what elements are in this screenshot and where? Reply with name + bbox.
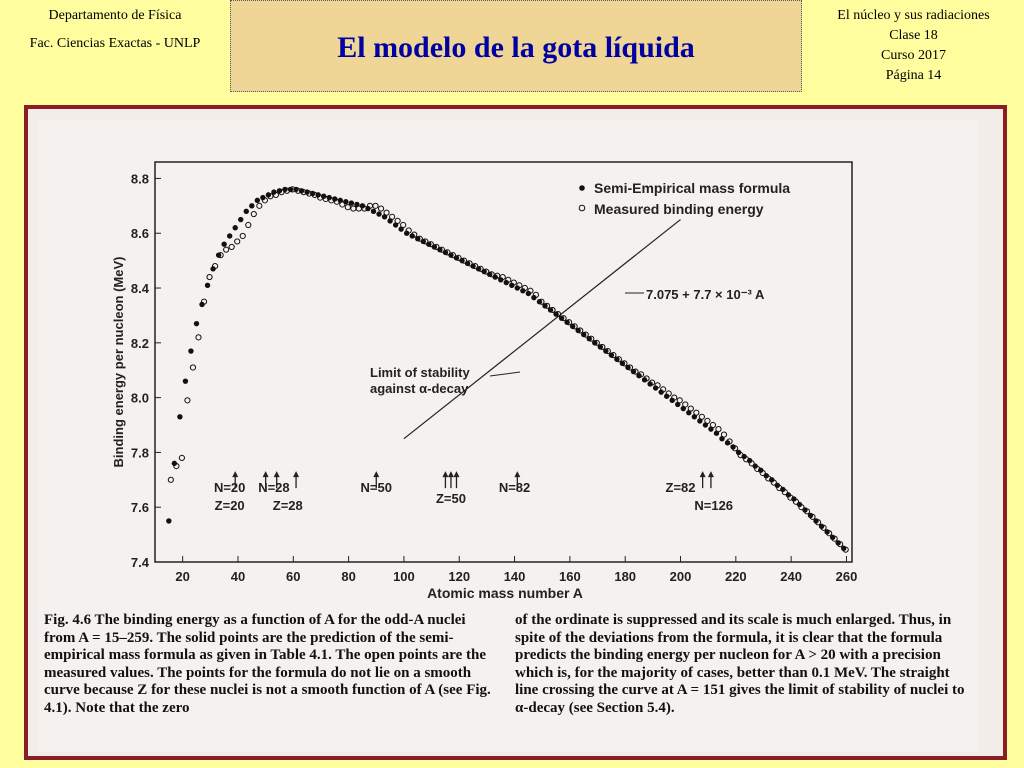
semi-empirical-point <box>432 244 437 249</box>
semi-empirical-point <box>266 192 271 197</box>
semi-empirical-point <box>686 410 691 415</box>
semi-empirical-point <box>249 203 254 208</box>
faculty-label: Fac. Ciencias Exactas - UNLP <box>29 36 201 51</box>
semi-empirical-point <box>664 394 669 399</box>
y-axis-label: Binding energy per nucleon (MeV) <box>111 256 126 468</box>
measured-point <box>351 206 356 211</box>
semi-empirical-point <box>614 357 619 362</box>
x-tick-label: 20 <box>175 569 190 584</box>
semi-empirical-point <box>802 507 807 512</box>
magic-number-label: N=28 <box>258 480 290 496</box>
magic-arrowhead <box>453 471 459 477</box>
y-tick-label: 8.4 <box>130 281 149 297</box>
semi-empirical-point <box>647 381 652 386</box>
semi-empirical-point <box>653 385 658 390</box>
semi-empirical-point <box>172 461 177 466</box>
semi-empirical-point <box>636 373 641 378</box>
semi-empirical-point <box>603 348 608 353</box>
x-tick-label: 160 <box>559 569 581 584</box>
semi-empirical-point <box>830 535 835 540</box>
magic-arrowhead <box>700 471 706 477</box>
magic-number-label: Z=20 <box>214 497 245 513</box>
semi-empirical-point <box>670 398 675 403</box>
semi-empirical-point <box>321 194 326 199</box>
semi-empirical-point <box>481 269 486 274</box>
semi-empirical-point <box>315 192 320 197</box>
y-tick-label: 7.8 <box>130 445 149 461</box>
semi-empirical-point <box>288 187 293 192</box>
semi-empirical-point <box>819 524 824 529</box>
semi-empirical-point <box>824 529 829 534</box>
semi-empirical-point <box>470 263 475 268</box>
semi-empirical-point <box>719 436 724 441</box>
semi-empirical-point <box>360 203 365 208</box>
measured-point <box>240 233 245 238</box>
semi-empirical-point <box>210 266 215 271</box>
semi-empirical-point <box>835 540 840 545</box>
semi-empirical-point <box>183 378 188 383</box>
semi-empirical-point <box>736 450 741 455</box>
semi-empirical-point <box>454 255 459 260</box>
semi-empirical-point <box>199 302 204 307</box>
semi-empirical-point <box>244 209 249 214</box>
semi-empirical-point <box>304 189 309 194</box>
measured-point <box>207 274 212 279</box>
semi-empirical-point <box>233 225 238 230</box>
x-tick-label: 140 <box>503 569 526 584</box>
magic-number-label: N=126 <box>694 497 734 513</box>
measured-point <box>224 247 229 252</box>
semi-empirical-point <box>271 189 276 194</box>
semi-empirical-point <box>504 280 509 285</box>
y-tick-label: 8.2 <box>130 335 149 351</box>
semi-empirical-point <box>498 277 503 282</box>
semi-empirical-point <box>581 332 586 337</box>
magic-arrowhead <box>448 471 454 477</box>
magic-arrowhead <box>373 471 379 477</box>
semi-empirical-point <box>177 414 182 419</box>
measured-point <box>185 398 190 403</box>
semi-empirical-point <box>548 307 553 312</box>
semi-empirical-point <box>282 187 287 192</box>
semi-empirical-point <box>332 196 337 201</box>
magic-arrowhead <box>274 471 280 477</box>
legend-measured-label: Measured binding energy <box>594 201 764 217</box>
semi-empirical-point <box>692 414 697 419</box>
magic-arrowhead <box>293 471 299 477</box>
semi-empirical-point <box>531 295 536 300</box>
semi-empirical-point <box>188 348 193 353</box>
semi-empirical-point <box>559 315 564 320</box>
stability-label-1: Limit of stability <box>370 365 470 380</box>
semi-empirical-point <box>747 458 752 463</box>
semi-empirical-point <box>564 320 569 325</box>
magic-number-label: Z=50 <box>435 491 466 507</box>
measured-point <box>179 455 184 460</box>
semi-empirical-point <box>697 418 702 423</box>
semi-empirical-point <box>520 288 525 293</box>
slide-title: El modelo de la gota líquida <box>337 31 695 64</box>
semi-empirical-point <box>609 352 614 357</box>
semi-empirical-point <box>526 291 531 296</box>
semi-empirical-point <box>620 361 625 366</box>
semi-empirical-point <box>404 231 409 236</box>
measured-point <box>345 205 350 210</box>
x-tick-label: 260 <box>835 569 858 584</box>
class-number: Clase 18 <box>889 28 938 43</box>
semi-empirical-point <box>537 299 542 304</box>
semi-empirical-point <box>625 365 630 370</box>
semi-empirical-point <box>786 492 791 497</box>
semi-empirical-point <box>587 336 592 341</box>
magic-arrowhead <box>442 471 448 477</box>
semi-empirical-point <box>421 239 426 244</box>
magic-arrowhead <box>232 471 238 477</box>
y-tick-label: 8.6 <box>130 226 149 242</box>
course-topic: El núcleo y sus radiaciones <box>837 8 990 23</box>
x-tick-label: 220 <box>724 569 747 584</box>
semi-empirical-point <box>205 283 210 288</box>
plot-area <box>155 162 852 562</box>
magic-number-label: N=82 <box>498 480 531 496</box>
measured-point <box>378 206 383 211</box>
page-number: Página 14 <box>885 68 942 83</box>
y-tick-label: 8.0 <box>130 390 149 406</box>
semi-empirical-point <box>194 321 199 326</box>
semi-empirical-point <box>443 250 448 255</box>
semi-empirical-point <box>769 477 774 482</box>
magic-arrowhead <box>514 471 520 477</box>
semi-empirical-point <box>493 274 498 279</box>
stability-label-2: against α-decay <box>370 381 469 396</box>
stability-label-leader <box>490 372 520 376</box>
semi-empirical-point <box>221 241 226 246</box>
semi-empirical-point <box>780 487 785 492</box>
semi-empirical-point <box>515 285 520 290</box>
semi-empirical-point <box>487 272 492 277</box>
x-tick-label: 60 <box>286 569 301 584</box>
semi-empirical-point <box>338 198 343 203</box>
magic-number-label: Z=82 <box>665 480 696 496</box>
semi-empirical-point <box>371 209 376 214</box>
semi-empirical-point <box>327 195 332 200</box>
measured-point <box>196 335 201 340</box>
semi-empirical-point <box>448 252 453 257</box>
semi-empirical-point <box>592 340 597 345</box>
semi-empirical-point <box>708 426 713 431</box>
semi-empirical-point <box>642 377 647 382</box>
semi-empirical-point <box>791 496 796 501</box>
x-tick-label: 180 <box>614 569 637 584</box>
semi-empirical-point <box>437 247 442 252</box>
semi-empirical-point <box>216 252 221 257</box>
x-tick-label: 80 <box>341 569 356 584</box>
course-year: Curso 2017 <box>881 48 946 63</box>
measured-point <box>251 211 256 216</box>
measured-point <box>257 203 262 208</box>
semi-empirical-point <box>841 546 846 551</box>
x-tick-label: 100 <box>393 569 415 584</box>
magic-arrowhead <box>263 471 269 477</box>
semi-empirical-point <box>260 195 265 200</box>
semi-empirical-point <box>387 218 392 223</box>
semi-empirical-point <box>393 222 398 227</box>
semi-empirical-point <box>349 200 354 205</box>
semi-empirical-point <box>293 187 298 192</box>
semi-empirical-point <box>808 513 813 518</box>
semi-empirical-point <box>714 431 719 436</box>
semi-empirical-point <box>775 483 780 488</box>
semi-empirical-point <box>681 406 686 411</box>
semi-empirical-point <box>542 303 547 308</box>
x-tick-label: 240 <box>780 569 803 584</box>
semi-empirical-point <box>509 283 514 288</box>
legend-semi-label: Semi-Empirical mass formula <box>594 180 791 196</box>
semi-empirical-point <box>227 233 232 238</box>
measured-point <box>373 203 378 208</box>
semi-empirical-point <box>675 402 680 407</box>
semi-empirical-point <box>797 502 802 507</box>
semi-empirical-point <box>570 324 575 329</box>
measured-point <box>246 222 251 227</box>
semi-empirical-point <box>238 217 243 222</box>
y-tick-label: 7.6 <box>130 500 149 516</box>
semi-empirical-point <box>741 454 746 459</box>
semi-empirical-point <box>354 202 359 207</box>
x-tick-label: 40 <box>230 569 246 584</box>
semi-empirical-point <box>426 241 431 246</box>
semi-empirical-point <box>813 518 818 523</box>
semi-empirical-point <box>277 188 282 193</box>
measured-point <box>190 365 195 370</box>
semi-empirical-point <box>255 198 260 203</box>
semi-empirical-point <box>703 422 708 427</box>
semi-empirical-point <box>398 226 403 231</box>
magic-number-label: N=20 <box>213 480 246 496</box>
semi-empirical-point <box>631 369 636 374</box>
y-tick-label: 8.8 <box>130 171 149 187</box>
semi-empirical-point <box>752 463 757 468</box>
semi-empirical-point <box>758 468 763 473</box>
x-axis-label: Atomic mass number A <box>427 585 583 601</box>
legend-semi-marker <box>579 185 585 191</box>
semi-empirical-point <box>730 444 735 449</box>
semi-empirical-point <box>299 188 304 193</box>
caption-left: Fig. 4.6 The binding energy as a function of A for the odd-A nuclei from A = 15–259. The solid points are the prediction of the semi-empirical mass formula as given in Table 4.1. The open points are the measured values. The points for the formula do not lie on a smooth curve because Z for these nuclei is not a smooth function of A (see Fig. 4.1). Note that the zero <box>44 612 491 716</box>
semi-empirical-point <box>166 518 171 523</box>
semi-empirical-point <box>725 440 730 445</box>
caption-right: of the ordinate is suppressed and its scale is much enlarged. Thus, in spite of the deviations from the formula, it is clear that the formula predicts the binding energy per nucleon for A > 20 with a precision which is, for the majority of cases, better than 0.1 MeV. The straight line crossing the curve at A = 151 gives the limit of stability of nuclei to α-decay (see Section 5.4). <box>515 612 965 716</box>
semi-empirical-point <box>382 214 387 219</box>
semi-empirical-point <box>376 211 381 216</box>
line-equation-label: 7.075 + 7.7 × 10⁻³ A <box>646 287 765 302</box>
measured-point <box>229 244 234 249</box>
semi-empirical-point <box>465 261 470 266</box>
semi-empirical-point <box>553 311 558 316</box>
semi-empirical-point <box>658 389 663 394</box>
semi-empirical-point <box>575 328 580 333</box>
x-tick-label: 200 <box>669 569 692 584</box>
semi-empirical-point <box>343 199 348 204</box>
semi-empirical-point <box>410 233 415 238</box>
semi-empirical-point <box>415 236 420 241</box>
semi-empirical-point <box>459 258 464 263</box>
measured-point <box>168 477 173 482</box>
y-tick-label: 7.4 <box>130 555 149 570</box>
department-label: Departamento de Física <box>48 8 182 23</box>
semi-empirical-point <box>476 266 481 271</box>
semi-empirical-point <box>764 473 769 478</box>
magic-number-label: N=50 <box>360 480 392 496</box>
x-tick-label: 120 <box>448 569 471 584</box>
magic-arrowhead <box>708 471 714 477</box>
semi-empirical-point <box>310 191 315 196</box>
magic-number-label: Z=28 <box>272 497 303 513</box>
semi-empirical-point <box>365 206 370 211</box>
measured-point <box>235 239 240 244</box>
legend-measured-marker <box>579 205 585 211</box>
semi-empirical-point <box>598 344 603 349</box>
